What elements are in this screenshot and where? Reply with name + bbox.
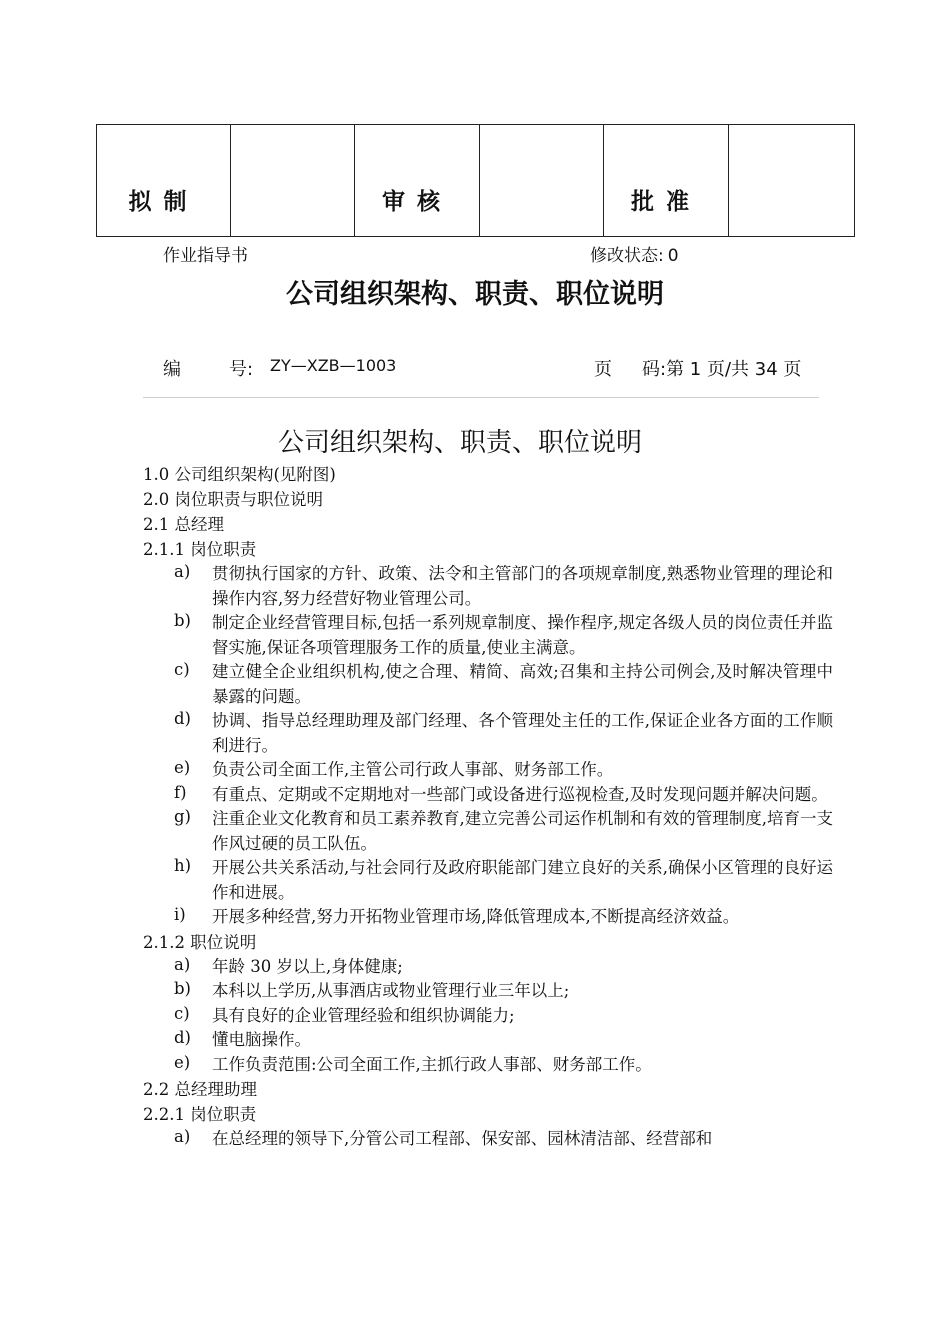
revision-status — [590, 241, 679, 266]
page-title: 公司组织架构、职责、职位说明 — [286, 279, 664, 310]
heading-2-1-1: 2.1.1 岗位职责 — [143, 540, 257, 559]
list-item: c) 具有良好的企业管理经验和组织协调能力; — [174, 1003, 515, 1025]
list-item: b) 制定企业经营管理目标,包括一系列规章制度、操作程序,规定各级人员的岗位责任并监督实施,保证各项管理服务工作的质量,使业主满意。 — [174, 611, 833, 657]
heading-2-0: 2.0 岗位职责与职位说明 — [143, 490, 323, 509]
heading-1-0: 1.0 公司组织架构(见附图) — [143, 465, 336, 484]
list-item: a) 年龄 30 岁以上,身体健康; — [174, 954, 403, 976]
draft-label: 拟制 — [97, 125, 231, 237]
list-item: h) 开展公共关系活动,与社会同行及政府职能部门建立良好的关系,确保小区管理的良好运作和进展。 — [174, 856, 833, 902]
list-item: b) 本科以上学历,从事酒店或物业管理行业三年以上; — [174, 979, 570, 1000]
header-divider — [143, 397, 819, 398]
approve-label: 批准 — [604, 125, 729, 237]
section-title: 公司组织架构、职责、职位说明 — [277, 428, 642, 458]
heading-2-1-2: 2.1.2 职位说明 — [143, 932, 257, 952]
list-item: d) 懂电脑操作。 — [174, 1028, 311, 1049]
page-number: 页 码:第 1 页/共 34 页 — [594, 359, 802, 380]
approve-signature-cell — [729, 125, 855, 237]
list-item: d) 协调、指导总经理助理及部门经理、各个管理处主任的工作,保证企业各方面的工作顺利进行。 — [174, 709, 833, 755]
document-body — [143, 462, 833, 1152]
list-item: e) 工作负责范围:公司全面工作,主抓行政人事部、财务部工作。 — [174, 1052, 652, 1074]
list-item: g) 注重企业文化教育和员工素养教育,建立完善公司运作机制和有效的管理制度,培育一支作风过硬的员工队伍。 — [174, 807, 833, 853]
heading-2-2-1: 2.2.1 岗位职责 — [143, 1105, 257, 1124]
list-item: i) 开展多种经营,努力开拓物业管理市场,降低管理成本,不断提高经济效益。 — [174, 905, 740, 926]
review-signature-cell — [480, 125, 604, 237]
revision-label: 修改状态: — [590, 246, 664, 266]
doc-type: 作业指导书 — [163, 246, 248, 266]
doc-code-label: 编 号: — [163, 359, 254, 380]
heading-2-1: 2.1 总经理 — [143, 515, 224, 534]
list-item: a) 在总经理的领导下,分管公司工程部、保安部、园林清洁部、经营部和 — [174, 1127, 713, 1148]
revision-value: 0 — [667, 246, 679, 266]
list-item: f) 有重点、定期或不定期地对一些部门或设备进行巡视检查,及时发现问题并解决问题。 — [174, 782, 828, 804]
draft-signature-cell — [231, 125, 355, 237]
doc-code-value: ZY—XZB—1003 — [270, 356, 397, 375]
approval-table — [96, 124, 855, 237]
heading-2-2: 2.2 总经理助理 — [143, 1080, 257, 1099]
list-item: c) 建立健全企业组织机构,使之合理、精简、高效;召集和主持公司例会,及时解决管理中暴露的问题。 — [174, 660, 833, 706]
review-label: 审核 — [355, 125, 480, 237]
list-item: a) 贯彻执行国家的方针、政策、法令和主管部门的各项规章制度,熟悉物业管理的理论和操作内容,努力经营好物业管理公司。 — [174, 562, 833, 608]
list-item: e) 负责公司全面工作,主管公司行政人事部、财务部工作。 — [174, 758, 614, 779]
